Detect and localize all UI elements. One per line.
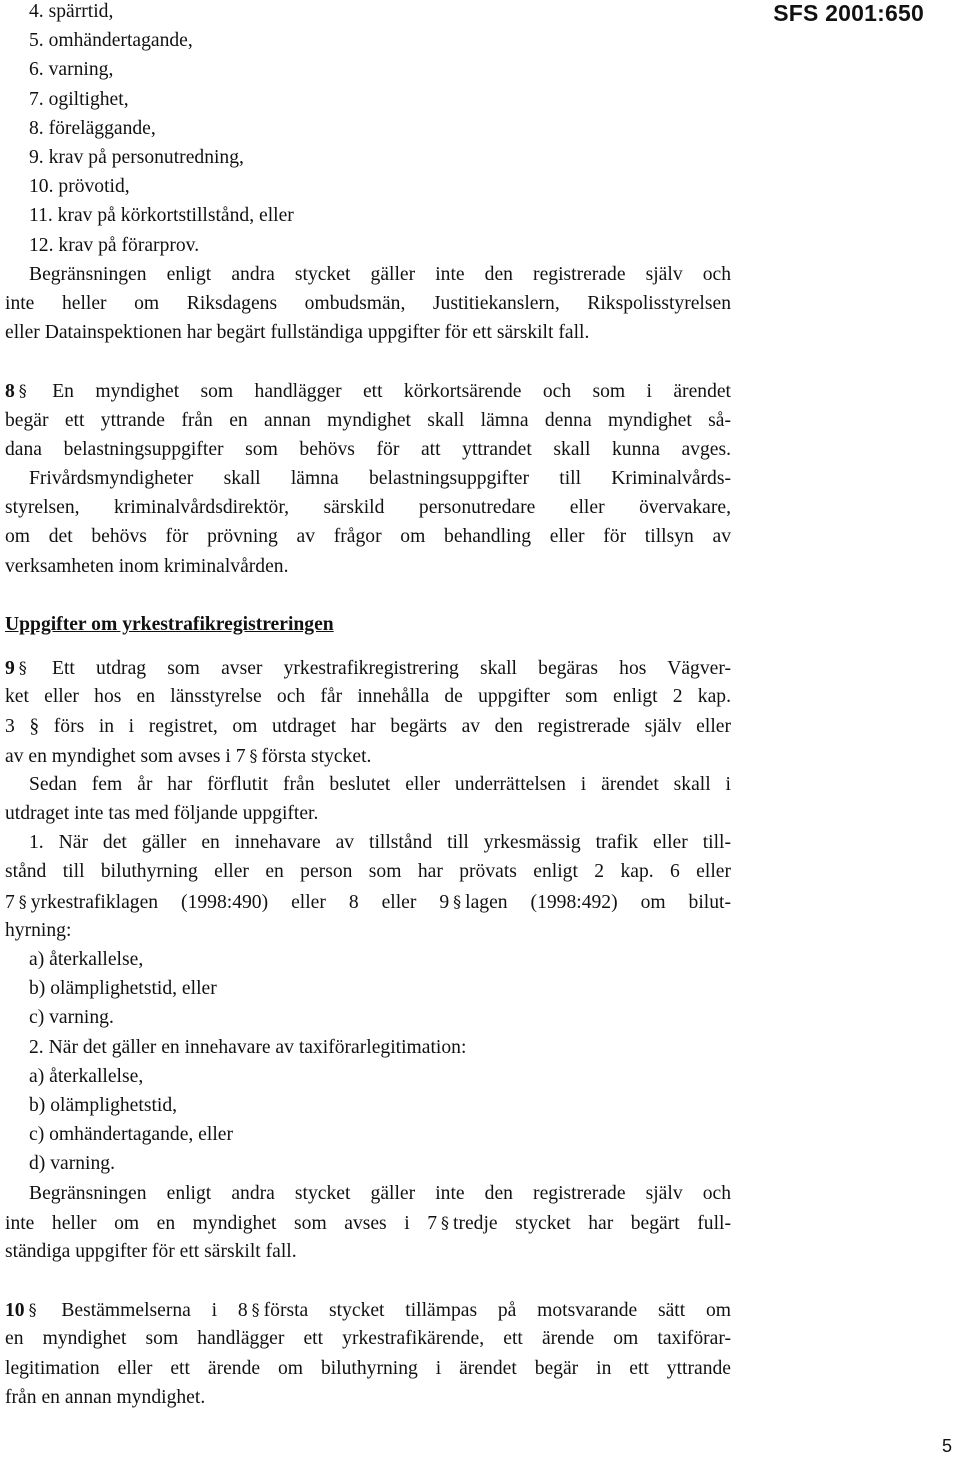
limitation-paragraph [5,260,731,348]
paragraph-line: 9 § Ett utdrag som avser yrkestrafikregistrering skall begäras hos Vägver- [5,653,731,682]
list-item: c) varning. [29,1007,114,1029]
section-10 [5,1295,731,1412]
paragraph-line: Begränsningen enligt andra stycket gäller inte den registrerade själv och [29,1182,731,1204]
page-number: 5 [941,1436,952,1456]
paragraph-line: ket eller hos en länsstyrelse och får innehålla de uppgifter som enligt 2 kap. [5,686,731,708]
paragraph-line: stånd till biluthyrning eller en person som har prövats enligt 2 kap. 6 eller [5,861,731,883]
list-item: b) olämplighetstid, [29,1094,178,1116]
list-item: 8. föreläggande, [29,117,156,139]
paragraph-line: Sedan fem år har förflutit från beslutet eller underrättelsen i ärendet skall i [29,773,731,795]
section-number: 9 [5,658,15,680]
paragraph-line: 7 § yrkestrafiklagen (1998:490) eller 8 eller 9 § lagen (1998:492) om bilut- [5,887,731,916]
paragraph-line: 8 § En myndighet som handlägger ett körkortsärende och som i ärendet [5,376,731,405]
section-number: 8 [5,381,15,403]
paragraph-line: Frivårdsmyndigheter skall lämna belastningsuppgifter till Kriminalvårds- [29,468,731,489]
list-item: c) omhändertagande, eller [29,1124,233,1146]
sanction-list [5,0,731,260]
list-item: 9. krav på personutredning, [29,146,244,168]
section-sign: § [18,658,27,678]
paragraph-line: 1. När det gäller en innehavare av tillstånd till yrkesmässig trafik eller till- [29,832,731,854]
paragraph-line: utdraget inte tas med följande uppgifter. [5,803,319,825]
list-item: 2. När det gäller en innehavare av taxiförarlegitimation: [29,1036,467,1058]
list-item: 10. prövotid, [29,176,130,198]
paragraph-line: verksamheten inom kriminalvården. [5,555,289,577]
section-8 [5,376,731,580]
paragraph-line: från en annan myndighet. [5,1386,206,1408]
section-sign: § [28,1300,37,1320]
list-item: 7. ogiltighet, [29,88,129,110]
section-sign: § [249,745,258,765]
list-item: 5. omhändertagande, [29,30,193,52]
paragraph-line: Begränsningen enligt andra stycket gäller inte den registrerade själv och [29,263,731,285]
section-heading: Uppgifter om yrkestrafikregistreringen [5,613,334,635]
list-item: 4. spärrtid, [29,1,114,22]
paragraph-line: inte heller om en myndighet som avses i 7 § tredje stycket har begärt full- [5,1208,731,1237]
paragraph-line: styrelsen, kriminalvårdsdirektör, särskild personutredare eller övervakare, [5,497,731,519]
list-item: b) olämplighetstid, eller [29,978,217,1000]
paragraph-line: begär ett yttrande från en annan myndighet skall lämna denna myndighet så- [5,409,731,431]
paragraph-line: 3 § förs in i registret, om utdraget har begärts av den registrerade själv eller [5,715,731,737]
list-item: a) återkallelse, [29,1065,144,1087]
list-item: d) varning. [29,1153,115,1175]
sfs-number: SFS 2001:650 [773,0,924,26]
section-sign: § [441,1212,450,1232]
section-number: 10 [5,1300,25,1322]
paragraph-line: 10 § Bestämmelserna i 8 § första stycket tillämpas på motsvarande sätt om [5,1295,731,1324]
section-sign: § [251,1300,260,1320]
paragraph-line: dana belastningsuppgifter som behövs för att yttrandet skall kunna avges. [5,438,731,460]
document-body [5,0,731,1412]
list-item: 12. krav på förarprov. [29,234,200,256]
section-sign: § [18,381,27,401]
paragraph-line: ständiga uppgifter för ett särskilt fall. [5,1240,297,1262]
list-item: 6. varning, [29,59,114,81]
paragraph-line: om det behövs för prövning av frågor om behandling eller för tillsyn av [5,526,731,548]
section-sign: § [18,891,27,911]
paragraph-line: inte heller om Riksdagens ombudsmän, Justitiekanslern, Rikspolisstyrelsen [5,292,731,314]
list-item: 11. krav på körkortstillstånd, eller [29,205,294,227]
paragraph-line: hyrning: [5,919,72,941]
paragraph-line: legitimation eller ett ärende om biluthyrning i ärendet begär in ett yttrande [5,1357,731,1379]
list-item: a) återkallelse, [29,949,144,970]
section-sign: § [453,891,462,911]
paragraph-line: en myndighet som handlägger ett yrkestrafikärende, ett ärende om taxiförar- [5,1328,731,1350]
paragraph-line: eller Datainspektionen har begärt fullständiga uppgifter för ett särskilt fall. [5,322,590,344]
paragraph-line: av en myndighet som avses i 7 § första stycket. [5,741,731,770]
section-9 [5,653,731,1266]
